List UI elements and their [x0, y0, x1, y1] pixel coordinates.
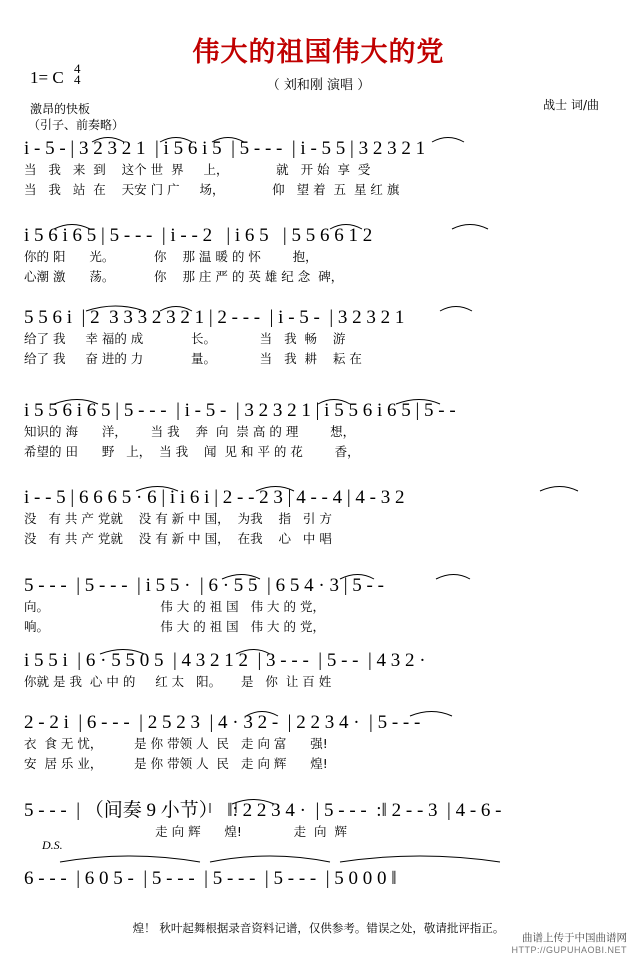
lyric-line-1: 当 我 来 到 这个 世 界 上， 就 开 始 享 受 — [24, 162, 371, 177]
page-title: 伟大的祖国伟大的党 — [192, 37, 445, 68]
composer-credit: 战士 词/曲 — [543, 98, 599, 112]
lyric-line-2: 给了 我 奋 进的 力 量。 当 我 耕 耘 在 — [24, 351, 362, 366]
watermark-line-2: HTTP://GUPUHAOBI.NET — [511, 945, 627, 955]
lyric-line-1: 没 有 共 产 党就 没 有 新 中 国， 为我 指 引 方 — [24, 511, 332, 526]
music-system — [24, 225, 614, 286]
notation-line: i 5 5 6 i 6 5 | 5 - - - | i - 5 - | 3 2 3 2 1 | i 5 5 6 i 6 5 | 5 - - — [24, 400, 456, 421]
time-signature — [74, 63, 81, 85]
music-system — [24, 487, 614, 548]
notation-line: 5 - - - | （间奏 9 小节） ‖: 2 2 3 4 · | 5 - - - :‖ 2 - - 3 | 4 - 6 - — [24, 800, 502, 821]
lyric-line-2: 希望的 田 野 上， 当 我 闻 见 和 平 的 花 香， — [24, 444, 360, 459]
lyric-line-1: 给了 我 幸 福的 成 长。 当 我 畅 游 — [24, 331, 346, 346]
lyric-line-1: 你的 阳 光。 你 那 温 暖 的 怀 抱， — [24, 249, 318, 264]
music-system — [24, 138, 614, 199]
notation-line: i 5 6 i 6 5 | 5 - - - | i - - 2 | i 6 5 | 5 5 6 6 1 2 — [24, 225, 373, 246]
watermark-line-1: 曲谱上传于中国曲谱网 — [522, 932, 627, 944]
lyric-line-1: 向。 伟 大 的 祖 国 伟 大 的 党， — [24, 599, 325, 614]
watermark — [511, 932, 627, 956]
lyric-line-2: 当 我 站 在 天安 门 广 场， 仰 望 着 五 星 红 旗 — [24, 182, 400, 197]
notation-line: 5 5 6 i | 2 3 3 3 2 3 2 1 | 2 - - - | i - 5 - | 3 2 3 2 1 — [24, 307, 405, 328]
notation-line: i - 5 - | 3 2 3 2 1 | i 5 6 i 5 | 5 - - - | i - 5 5 | 3 2 3 2 1 — [24, 138, 426, 159]
music-system — [24, 307, 614, 368]
notation-line: 5 - - - | 5 - - - | i 5 5 · | 6 · 5 5 | 6 5 4 · 3 | 5 - - — [24, 575, 384, 596]
music-system — [24, 868, 614, 890]
lyric-line-1: 你就 是 我 心 中 的 红 太 阳。 是 你 让 百 姓 — [24, 674, 332, 689]
notation-line: i - - 5 | 6 6 6 5 · 6 | i i 6 i | 2 - - 2 3 | 4 - - 4 | 4 - 3 2 — [24, 487, 405, 508]
notation-line: 2 - 2 i | 6 - - - | 2 5 2 3 | 4 · 3 2 - | 2 2 3 4 · | 5 - - - — [24, 712, 421, 733]
tempo-marking: 激昂的快板 — [30, 102, 91, 116]
lyric-line-1: 衣 食 无 忧， 是 你 带领 人 民 走 向 富 强! — [24, 736, 328, 751]
ds-mark: D.S. — [42, 838, 63, 852]
time-signature-denominator: 4 — [74, 72, 81, 87]
music-system — [24, 650, 614, 691]
time-signature-numerator: 4 — [74, 61, 81, 76]
lyric-line-1: 知识的 海 洋， 当 我 奔 向 崇 高 的 理 想， — [24, 424, 356, 439]
lyric-line-2: 安 居 乐 业， 是 你 带领 人 民 走 向 辉 煌! — [24, 756, 328, 771]
intro-note: （引子、前奏略） — [28, 118, 125, 132]
footnote: 煌！ 秋叶起舞根据录音资料记谱，仅供参考。错误之处，敬请批评指正。 — [132, 921, 505, 935]
lyric-line-2: 心潮 激 荡。 你 那 庄 严 的 英 雄 纪 念 碑， — [24, 269, 344, 284]
performer-credit: （ 刘和刚 演唱 ） — [266, 78, 371, 93]
music-system — [24, 800, 614, 841]
music-system — [24, 400, 614, 461]
music-system — [24, 712, 614, 773]
lyric-line-2: 响。 伟 大 的 祖 国 伟 大 的 党， — [24, 619, 325, 634]
notation-line: i 5 5 i | 6 · 5 5 0 5 | 4 3 2 1 2 | 3 - - - | 5 - - | 4 3 2 · — [24, 650, 426, 671]
lyric-line-2: 没 有 共 产 党就 没 有 新 中 国， 在我 心 中 唱 — [24, 531, 332, 546]
notation-line: 6 - - - | 6 0 5 - | 5 - - - | 5 - - - | 5 - - - | 5 0 0 0 ‖ — [24, 868, 397, 889]
music-system — [24, 575, 614, 636]
key-signature: 1= C — [30, 68, 64, 87]
lyric-line-1: 走 向 辉 煌! 走 向 辉 — [24, 824, 347, 839]
